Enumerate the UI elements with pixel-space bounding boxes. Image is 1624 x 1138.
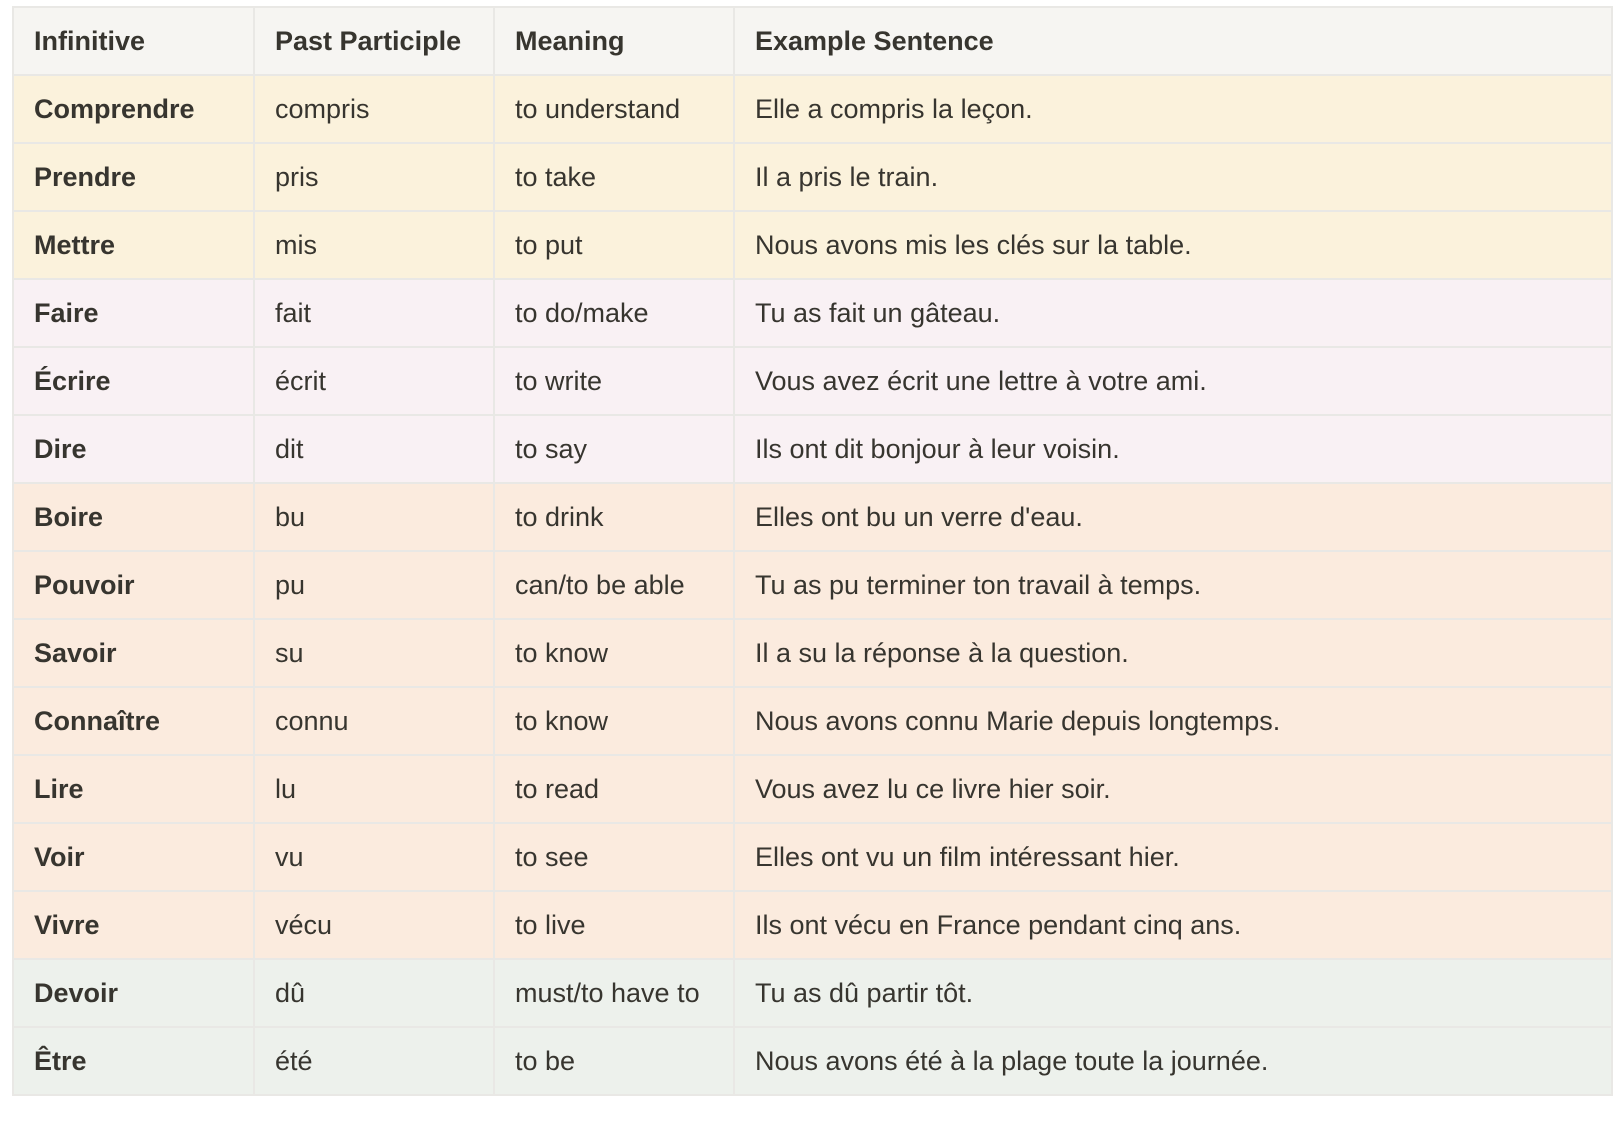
cell-example: Elles ont bu un verre d'eau. bbox=[734, 483, 1612, 551]
cell-past-participle: pris bbox=[254, 143, 494, 211]
cell-infinitive: Pouvoir bbox=[13, 551, 254, 619]
cell-infinitive: Être bbox=[13, 1027, 254, 1095]
table-row bbox=[13, 347, 1612, 415]
cell-meaning: must/to have to bbox=[494, 959, 734, 1027]
cell-example: Vous avez écrit une lettre à votre ami. bbox=[734, 347, 1612, 415]
table-row bbox=[13, 415, 1612, 483]
cell-infinitive: Faire bbox=[13, 279, 254, 347]
cell-example: Tu as dû partir tôt. bbox=[734, 959, 1612, 1027]
cell-infinitive: Savoir bbox=[13, 619, 254, 687]
past-participle-table bbox=[12, 6, 1613, 1096]
verb-table-container bbox=[12, 6, 1613, 1096]
cell-infinitive: Devoir bbox=[13, 959, 254, 1027]
cell-infinitive: Voir bbox=[13, 823, 254, 891]
table-row bbox=[13, 755, 1612, 823]
cell-past-participle: lu bbox=[254, 755, 494, 823]
cell-past-participle: pu bbox=[254, 551, 494, 619]
table-header-row bbox=[13, 7, 1612, 75]
cell-example: Elle a compris la leçon. bbox=[734, 75, 1612, 143]
cell-past-participle: fait bbox=[254, 279, 494, 347]
cell-meaning: to read bbox=[494, 755, 734, 823]
cell-infinitive: Mettre bbox=[13, 211, 254, 279]
cell-example: Ils ont vécu en France pendant cinq ans. bbox=[734, 891, 1612, 959]
cell-meaning: to write bbox=[494, 347, 734, 415]
table-row bbox=[13, 891, 1612, 959]
table-row bbox=[13, 143, 1612, 211]
cell-meaning: to put bbox=[494, 211, 734, 279]
table-row bbox=[13, 959, 1612, 1027]
cell-infinitive: Vivre bbox=[13, 891, 254, 959]
header-past-participle: Past Participle bbox=[254, 7, 494, 75]
table-row bbox=[13, 687, 1612, 755]
cell-past-participle: su bbox=[254, 619, 494, 687]
cell-past-participle: dit bbox=[254, 415, 494, 483]
cell-infinitive: Comprendre bbox=[13, 75, 254, 143]
cell-past-participle: vécu bbox=[254, 891, 494, 959]
cell-past-participle: compris bbox=[254, 75, 494, 143]
table-row bbox=[13, 483, 1612, 551]
cell-meaning: to see bbox=[494, 823, 734, 891]
cell-past-participle: été bbox=[254, 1027, 494, 1095]
cell-example: Tu as fait un gâteau. bbox=[734, 279, 1612, 347]
cell-meaning: to drink bbox=[494, 483, 734, 551]
cell-example: Ils ont dit bonjour à leur voisin. bbox=[734, 415, 1612, 483]
cell-meaning: to say bbox=[494, 415, 734, 483]
cell-example: Nous avons mis les clés sur la table. bbox=[734, 211, 1612, 279]
cell-example: Nous avons été à la plage toute la journée. bbox=[734, 1027, 1612, 1095]
cell-past-participle: dû bbox=[254, 959, 494, 1027]
header-example-sentence: Example Sentence bbox=[734, 7, 1612, 75]
cell-meaning: to understand bbox=[494, 75, 734, 143]
cell-infinitive: Lire bbox=[13, 755, 254, 823]
cell-example: Il a su la réponse à la question. bbox=[734, 619, 1612, 687]
cell-past-participle: bu bbox=[254, 483, 494, 551]
table-row bbox=[13, 279, 1612, 347]
cell-past-participle: connu bbox=[254, 687, 494, 755]
cell-example: Elles ont vu un film intéressant hier. bbox=[734, 823, 1612, 891]
cell-meaning: to be bbox=[494, 1027, 734, 1095]
cell-example: Vous avez lu ce livre hier soir. bbox=[734, 755, 1612, 823]
cell-past-participle: écrit bbox=[254, 347, 494, 415]
table-row bbox=[13, 75, 1612, 143]
cell-past-participle: mis bbox=[254, 211, 494, 279]
cell-past-participle: vu bbox=[254, 823, 494, 891]
cell-example: Il a pris le train. bbox=[734, 143, 1612, 211]
cell-meaning: to live bbox=[494, 891, 734, 959]
table-row bbox=[13, 1027, 1612, 1095]
table-row bbox=[13, 823, 1612, 891]
table-row bbox=[13, 211, 1612, 279]
cell-infinitive: Écrire bbox=[13, 347, 254, 415]
header-meaning: Meaning bbox=[494, 7, 734, 75]
cell-meaning: to know bbox=[494, 619, 734, 687]
cell-infinitive: Connaître bbox=[13, 687, 254, 755]
cell-meaning: to do/make bbox=[494, 279, 734, 347]
cell-meaning: can/to be able bbox=[494, 551, 734, 619]
cell-example: Tu as pu terminer ton travail à temps. bbox=[734, 551, 1612, 619]
cell-infinitive: Prendre bbox=[13, 143, 254, 211]
table-row bbox=[13, 551, 1612, 619]
cell-infinitive: Boire bbox=[13, 483, 254, 551]
header-infinitive: Infinitive bbox=[13, 7, 254, 75]
cell-example: Nous avons connu Marie depuis longtemps. bbox=[734, 687, 1612, 755]
cell-meaning: to take bbox=[494, 143, 734, 211]
cell-infinitive: Dire bbox=[13, 415, 254, 483]
cell-meaning: to know bbox=[494, 687, 734, 755]
table-row bbox=[13, 619, 1612, 687]
